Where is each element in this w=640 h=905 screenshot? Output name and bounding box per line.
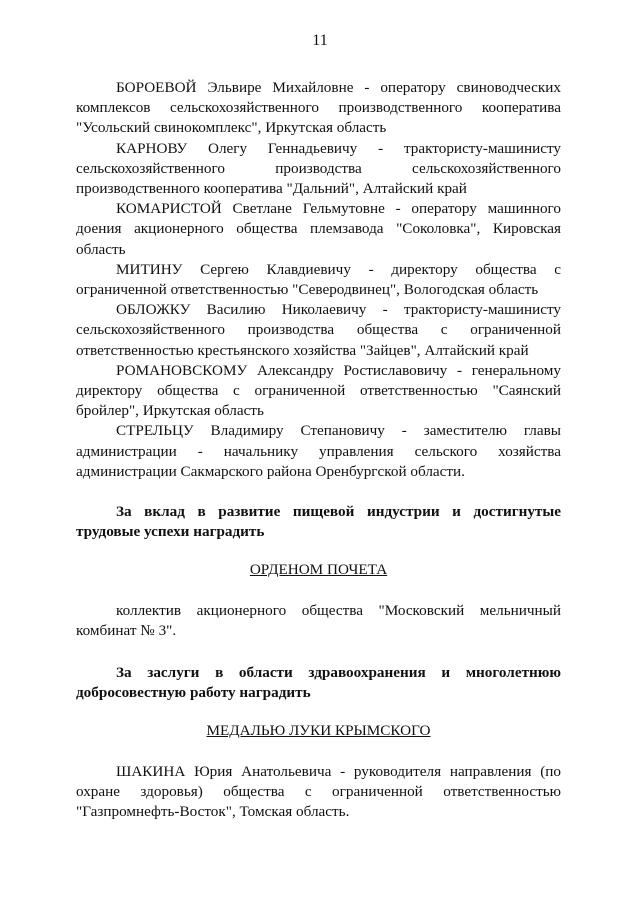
recipient-paragraph: КОМАРИСТОЙ Светлане Гельмутовне - оператору машинного доения акционерного общества племзавода "Соколовка", Кировская область	[76, 200, 561, 258]
recipient-paragraph: КАРНОВУ Олегу Геннадьевичу - трактористу-машинисту сельскохозяйственного производства сельскохозяйственного производственного кооператива "Дальний", Алтайский край	[76, 139, 561, 198]
recipient-paragraph: ОБЛОЖКУ Василию Николаевичу - трактористу-машинисту сельскохозяйственного производства общества с ограниченной ответственностью крестьянского хозяйства "Зайцев", Алтайский край	[76, 301, 561, 359]
recipient-paragraph: коллектив акционерного общества "Московский мельничный комбинат № 3".	[76, 601, 561, 639]
award-title-luka-krymsky-medal: МЕДАЛЬЮ ЛУКИ КРЫМСКОГО	[206, 722, 431, 740]
recipient-paragraph: МИТИНУ Сергею Клавдиевичу - директору общества с ограниченной ответственностью "Северодвинец", Вологодская область	[76, 260, 561, 299]
recipient-paragraph: ШАКИНА Юрия Анатольевича - руководителя направления (по охране здоровья) общества с ограниченной ответственностью "Газпромнефть-Восток", Томская область.	[76, 762, 561, 821]
recipient-paragraph: РОМАНОВСКОМУ Александру Ростиславовичу - генеральному директору общества с ограниченной ответственностью "Саянский бройлер", Иркутская область	[76, 361, 561, 420]
page-number: 11	[312, 32, 328, 49]
recipient-paragraph: СТРЕЛЬЦУ Владимиру Степановичу - заместителю главы администрации - начальнику управления сельского хозяйства администрации Сакмарского района Оренбургской области.	[76, 422, 561, 480]
section-heading-food-industry: За вклад в развитие пищевой индустрии и достигнутые трудовые успехи наградить	[76, 503, 561, 541]
award-title-order-of-honor: ОРДЕНОМ ПОЧЕТА	[249, 561, 388, 579]
document-body	[76, 78, 561, 822]
recipient-paragraph: БОРОЕВОЙ Эльвире Михайловне - оператору свиноводческих комплексов сельскохозяйственного производственного кооператива "Усольский свинокомплекс", Иркутская область	[76, 79, 561, 137]
section-heading-healthcare: За заслуги в области здравоохранения и многолетнюю добросовестную работу наградить	[76, 664, 561, 702]
